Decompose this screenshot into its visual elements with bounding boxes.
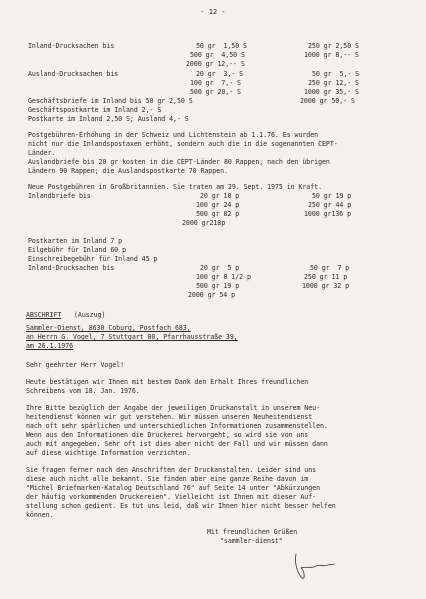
rate-col1: 50 gr 1,50 S — [196, 42, 247, 50]
rate-col2: 250 gr 11 p — [304, 273, 348, 281]
text-line: Ihre Bitte bezüglich der Angabe der jeweiligen Druckanstalt in unserem Neu- — [26, 404, 320, 412]
text-line: auf diese wichtige Information verzichten. — [26, 449, 191, 457]
copy-label: ABSCHRIFT — [26, 311, 62, 319]
address-line: an Herrn G. Vogel, 7 Stuttgart 80, Pfarrhausstraße 39, — [26, 333, 238, 341]
rate-col2: 250 gr 44 p — [308, 201, 352, 209]
rate-col2: 50 gr 19 p — [312, 192, 352, 200]
rate-col1: 2000 gr 12,-- S — [186, 60, 245, 68]
text-line: nicht nur die Inlandspostaxen erhöht, sondern auch die in die sogenannten CEPT- — [28, 140, 338, 148]
text-line: stellung schon gedient. Es tut uns leid, daß wir Ihnen hier nicht besser helfen — [26, 502, 336, 510]
text-line: Auslandbriefe bis 20 gr kosten in die CEPT-Länder 80 Rappen; nach den übrigen — [28, 158, 330, 166]
text-line: Heute bestätigen wir Ihnen mit bestem Dank den Erhalt Ihres freundlichen — [26, 378, 309, 386]
rate-label: Geschäftspostkarte im Inland 2,- S — [28, 106, 162, 114]
text-line: Schreibens vom 18. Jan. 1976. — [26, 387, 140, 395]
rate-col2: 1000 gr 32 p — [302, 282, 350, 290]
text-line: der häufig vorkommenden Druckereien". Vielleicht ist Ihnen mit dieser Auf- — [26, 493, 317, 501]
closing: Mit freundlichen Grüßen — [207, 528, 298, 536]
rate-col1: 500 gr 82 p — [196, 210, 240, 218]
rate-label: Inland-Drucksachen bis — [28, 42, 115, 50]
text-line: diese auch nicht alle bekannt. Sie finden aber eine ganze Reihe davon im — [26, 475, 309, 483]
rate-col2: 2000 gr 50,- S — [300, 97, 355, 105]
text-line: "Michel Briefmarken-Katalog Deutschland 76" auf Seite 14 unter "Abkürzungen — [26, 484, 320, 492]
text-line: können. — [26, 511, 54, 519]
rate-label: Postkarte im Inland 2,50 S; Ausland 4,- S — [28, 115, 189, 123]
rate-label: Geschäftsbriefe im Inland bis 50 gr 2,50 S — [28, 97, 193, 105]
salutation: Sehr geehrter Herr Vogel! — [26, 361, 124, 369]
rate-col1: 500 gr 4,50 S — [190, 51, 245, 59]
rate-col2: 1000 gr136 p — [304, 210, 352, 218]
rate-col1: 100 gr 8 1/2 p — [196, 273, 251, 281]
text-line: nach oft sehr spärlichen und unterschiedlichen Informationen zusammenstellen. — [26, 422, 328, 430]
rate-col2: 1000 gr 35,- S — [304, 88, 359, 96]
rate-col1: 2000 gr 54 p — [188, 291, 236, 299]
rate-col1: 500 gr 19 p — [196, 282, 240, 290]
rate-col1: 100 gr 24 p — [196, 201, 240, 209]
text-line: Postgebühren-Erhöhung in der Schweiz und Lichtenstein ab 1.1.76. Es wurden — [28, 131, 319, 139]
text-line: Ländern 90 Rappen; die Auslandspostkarte 70 Rappen. — [28, 167, 228, 175]
rate-col2: 50 gr 5,- S — [312, 70, 360, 78]
text-line: Sie fragen ferner nach den Anschriften der Druckanstalten. Leider sind uns — [26, 466, 317, 474]
rate-label: Inlandbriefe bis — [28, 192, 91, 200]
address-line: am 26.1.1976 — [26, 342, 74, 350]
text-line: heitendienst können wir gut verstehen. Wir müssen unseren Neuheitendienst — [26, 413, 313, 421]
rate-col2: 250 gr 12,- S — [308, 79, 359, 87]
rate-label: Ausland-Drucksachen bis — [28, 70, 119, 78]
rate-col1: 20 gr 5 p — [200, 264, 240, 272]
rate-col2: 250 gr 2,50 S — [308, 42, 359, 50]
address-line: Sammler-Dienst, 8630 Coburg, Postfach 683, — [26, 324, 191, 332]
rate-col2: 1000 gr 8,-- S — [304, 51, 359, 59]
text-line: auch mit angegeben. Sehr oft ist dies aber nicht der Fall und wir müssen dann — [26, 440, 328, 448]
text-line: Wenn aus den Informationen die Druckerei hervorgeht, so wird sie von uns — [26, 431, 309, 439]
rate-col1: 20 gr 3,- S — [196, 70, 244, 78]
page-number: - 12 - — [200, 8, 226, 16]
sender-name: "sammler-dienst" — [220, 537, 283, 545]
text-line: Postkarten im Inland 7 p — [28, 237, 123, 245]
text-line: Länder. — [28, 149, 56, 157]
rate-label: Inland-Drucksachen bis — [28, 264, 115, 272]
text-line: Einschreibegebühr für Inland 45 p — [28, 255, 158, 263]
handwritten-signature — [292, 552, 336, 582]
rate-col1: 100 gr 7,- S — [190, 79, 241, 87]
rate-col2: 50 gr 7 p — [310, 264, 350, 272]
gb-intro: Neue Postgebühren in Großbritannien. Sie traten am 29. Sept. 1975 in Kraft. — [28, 183, 322, 191]
rate-col1: 20 gr 10 p — [200, 192, 240, 200]
rate-col1: 2000 gr218p — [182, 219, 226, 227]
copy-suffix: (Auszug) — [74, 311, 106, 319]
text-line: Eilgebühr für Inland 60 p — [28, 246, 126, 254]
rate-col1: 500 gr 20,- S — [190, 88, 241, 96]
